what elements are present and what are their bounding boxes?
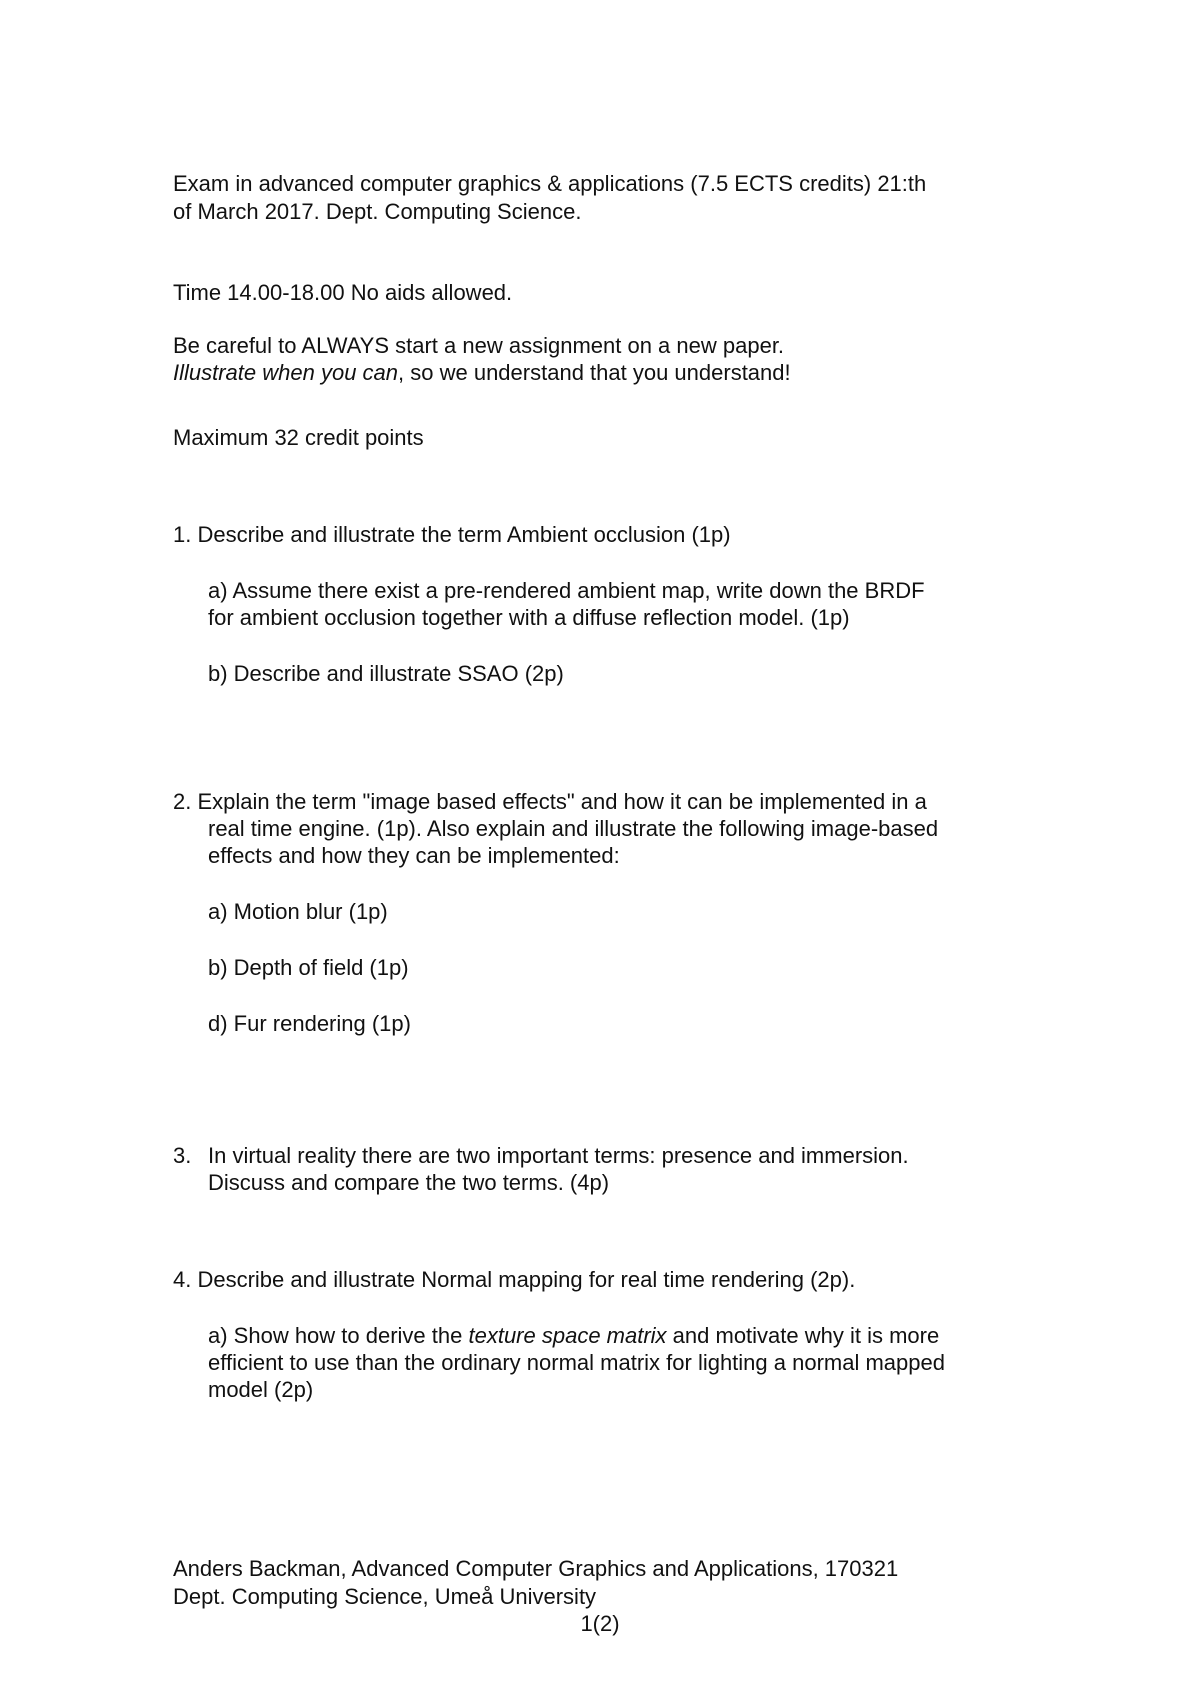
question-2-line-3: effects and how they can be implemented: — [208, 843, 620, 868]
question-2-line-1: 2. Explain the term "image based effects" and how it can be implemented in a — [173, 789, 927, 814]
question-2a: a) Motion blur (1p) — [208, 899, 388, 924]
question-3-line-1: In virtual reality there are two important terms: presence and immersion. — [208, 1143, 909, 1168]
question-4a-pre: a) Show how to derive the — [208, 1323, 469, 1348]
question-4a-post: and motivate why it is more — [666, 1323, 940, 1348]
exam-title-line-2: of March 2017. Dept. Computing Science. — [173, 199, 582, 224]
maximum-points: Maximum 32 credit points — [173, 425, 424, 450]
careful-notice: Be careful to ALWAYS start a new assignment on a new paper. — [173, 333, 785, 358]
question-2b: b) Depth of field (1p) — [208, 955, 409, 980]
question-3-number: 3. — [173, 1143, 192, 1168]
question-4a-line-2: efficient to use than the ordinary normal matrix for lighting a normal mapped — [208, 1350, 945, 1375]
question-4: 4. Describe and illustrate Normal mapping for real time rendering (2p). — [173, 1267, 856, 1292]
texture-space-matrix-term: texture space matrix — [468, 1323, 667, 1348]
question-1a-line-1: a) Assume there exist a pre-rendered ambient map, write down the BRDF — [208, 578, 925, 603]
time-info: Time 14.00-18.00 No aids allowed. — [173, 280, 513, 305]
footer-author: Anders Backman, Advanced Computer Graphics and Applications, 170321 — [173, 1556, 899, 1581]
question-4a-line-1 — [208, 1322, 939, 1350]
question-1: 1. Describe and illustrate the term Ambient occlusion (1p) — [173, 522, 731, 547]
question-1b: b) Describe and illustrate SSAO (2p) — [208, 661, 564, 686]
question-4a-line-3: model (2p) — [208, 1377, 314, 1402]
illustrate-notice — [173, 359, 791, 387]
exam-title-line-1: Exam in advanced computer graphics & applications (7.5 ECTS credits) 21:th — [173, 171, 927, 196]
page-number: 1(2) — [580, 1611, 620, 1636]
question-1a-line-2: for ambient occlusion together with a diffuse reflection model. (1p) — [208, 605, 850, 630]
question-2d: d) Fur rendering (1p) — [208, 1011, 411, 1036]
question-2-line-2: real time engine. (1p). Also explain and illustrate the following image-based — [208, 816, 939, 841]
illustrate-emphasis: Illustrate when you can — [173, 360, 399, 385]
footer-department: Dept. Computing Science, Umeå University — [173, 1584, 597, 1609]
illustrate-rest: , so we understand that you understand! — [398, 360, 791, 385]
question-3-line-2: Discuss and compare the two terms. (4p) — [208, 1170, 610, 1195]
